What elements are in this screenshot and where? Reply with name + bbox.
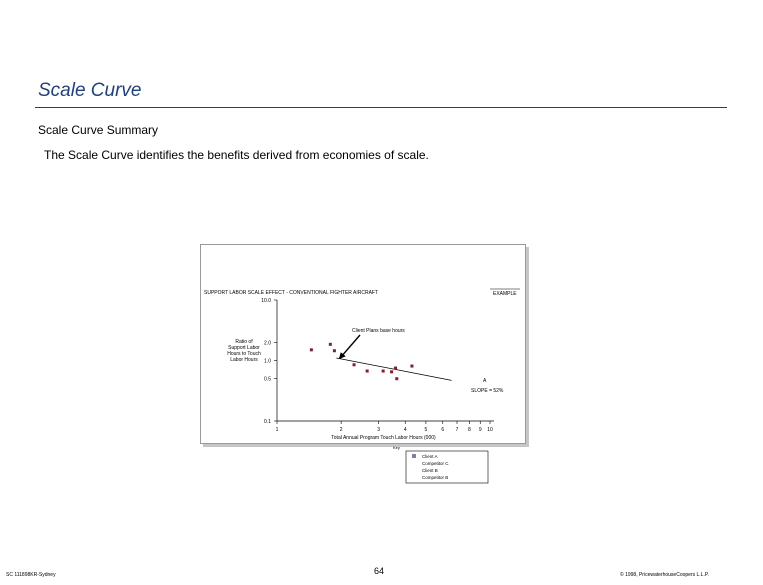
data-point [310,348,313,351]
legend-title: Key [393,445,400,450]
x-tick-label: 8 [467,427,471,433]
x-tick-label: 4 [403,427,407,433]
page-subtitle: Scale Curve Summary [38,123,159,137]
data-point [395,377,398,380]
x-tick-label: 10 [487,427,493,433]
legend-entry: Client A [422,454,438,459]
x-tick-label: 6 [441,427,445,433]
page-number: 64 [374,566,385,576]
data-point [394,367,397,370]
y-axis-label: Support Labor [228,345,260,351]
data-point [410,365,413,368]
footer-copyright: © 1998, PricewaterhouseCoopers L.L.P. [620,572,709,578]
y-tick-label: 1.0 [264,358,271,365]
marker-a-label: A [483,378,487,384]
data-point [353,363,356,366]
x-tick-label: 9 [478,427,482,433]
x-tick-label: 7 [455,427,459,433]
legend-swatch [412,454,416,458]
data-point [390,370,393,373]
page-title: Scale Curve [38,80,142,101]
x-tick-label: 3 [377,427,381,433]
y-axis-label: Labor Hours [230,357,258,363]
chart-title: SUPPORT LABOR SCALE EFFECT - CONVENTIONAL FIGHTER AIRCRAFT [204,290,379,296]
x-tick-label: 1 [275,427,279,433]
trend-line [336,358,451,380]
legend-entry: Client B [422,468,438,473]
y-axis-label: Hours to Touch [227,351,261,357]
y-tick-label: 2.0 [264,340,271,347]
legend-entry: Competitor C [422,461,449,466]
callout-label: Client Plans base hours [352,328,405,334]
example-badge: EXAMPLE [493,291,517,297]
callout-arrow-line [341,335,360,357]
data-point [382,370,385,373]
y-tick-label: 10.0 [261,298,271,304]
legend-entry: Competitor B [422,475,449,480]
y-axis-label: Ratio of [235,339,253,345]
page-description: The Scale Curve identifies the benefits derived from economies of scale. [44,148,429,162]
data-point [366,370,369,373]
y-tick-label: 0.5 [264,376,271,383]
x-tick-label: 2 [339,427,343,433]
x-tick-label: 5 [424,427,428,433]
footer-reference: SC 111898KR-Sydney [6,572,56,578]
x-axis-label: Total Annual Program Touch Labor Hours (000) [331,435,436,441]
y-tick-label: 0.1 [264,419,271,425]
data-point [333,349,336,352]
data-point [329,343,332,346]
slope-label: SLOPE = 52% [471,388,504,394]
